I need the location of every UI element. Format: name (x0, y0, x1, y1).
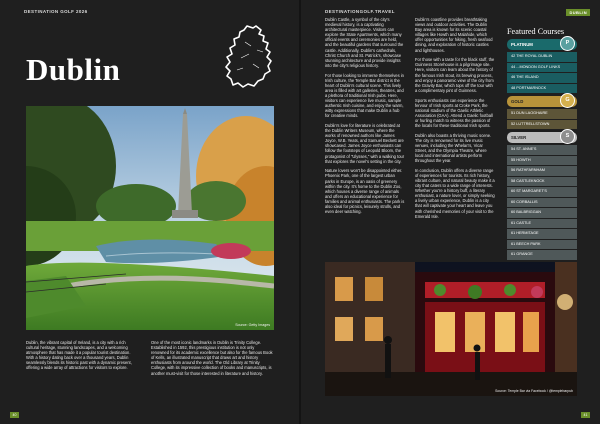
intro-column-1 (26, 340, 139, 375)
photo-credit: Source: Getty Images (235, 323, 270, 327)
paragraph: Dublin's coastline provides breathtaking views and outdoor activities. The Dublin Bay area is known for its scenic coastal villages like Howth and Malahide, which offer opportunities for hiking, fresh seafood dining, and exploration of historic castles and lighthouses. (415, 17, 493, 53)
page-number-right: 41 (581, 412, 590, 418)
course-item: 60 ST MARGARET'S (507, 187, 577, 197)
course-item: 52 LUTTRELLSTOWN (507, 120, 577, 130)
ireland-map-icon (223, 24, 279, 90)
paragraph: For those with a taste for the black stuff, the Guinness Storehouse is a pilgrimage site. Here, visitors can learn about the history of the famous Irish stout, its brewing process, and enjoy a panoramic view of the city from the Gravity Bar, which tops off the tour with a complimentary pint of Guinness. (415, 57, 495, 93)
course-item: 60 BALBRIGGAN (507, 208, 577, 218)
article-column-2 (415, 17, 495, 223)
course-item: 46 THE ISLAND (507, 73, 577, 83)
page-number-left: 40 (10, 412, 19, 418)
article-column-1 (325, 17, 405, 219)
page-title: Dublin (26, 52, 121, 87)
park-obelisk-photo (26, 106, 274, 330)
temple-bar-photo (325, 262, 577, 396)
paragraph: Dublin's love for literature is celebrated at the Dublin Writers Museum, where the works of renowned authors like James Joyce, W.B. Yeats, and Samuel Beckett are showcased. James Joyce enthusiasts can follow the footsteps of Leopold Bloom, the protagonist of "Ulysses," with a walking tour that explores the novel's setting in the city. (325, 122, 405, 164)
course-item: 44 ...MONDON GOLF LINKS (507, 63, 577, 73)
intro-column-2 (151, 340, 273, 380)
course-item: 61 HERMITAGE (507, 229, 577, 239)
gold-medal-icon: G (560, 93, 575, 108)
paragraph: Dublin, the vibrant capital of Ireland, is a city with a rich cultural heritage, stunning landscapes, and a welcoming atmosphere that has made it a popular tourist destination. With a history dating back over a thousand years, Dublin seamlessly blends its historic past with a dynamic present, offering a wide array of attractions for visitors to explore. (26, 340, 132, 371)
paragraph: Dublin also boasts a thriving music scene. The city is renowned for its live music venues, including the Whelan's, Vicar Street, and the Olympia Theatre, where local and international artists perform throughout the year. (415, 132, 492, 164)
tier-label: PLATINUM (511, 42, 533, 47)
tier-label: SILVER (511, 135, 527, 140)
course-item: 54 ST. ANNE'S (507, 145, 577, 155)
paragraph: Dublin Castle, a symbol of the city's medieval history, is a captivating architectural masterpiece. Visitors can explore the State Apartments, which many official events and ceremonies are held, and the beautiful gardens that surround the castle. Additionally, Dublin's cathedrals, Christ Church and St. Patrick's, showcase stunning architecture and provide insights into the city's religious history. (325, 17, 404, 68)
silver-medal-icon: S (560, 129, 575, 144)
running-header-right: DESTINATIONGOLF.TRAVEL (325, 9, 395, 14)
paragraph: One of the most iconic landmarks in Dublin is Trinity College. Established in 1592, this prestigious institution is not only renowned for its academic excellence but also for the famous Book of Kells, an illustrated manuscript that draws art and history enthusiasts from around the world. The Old Library at Trinity College, with its impressive collection of books and manuscripts, is another must-visit for those interested in literature and history. (151, 340, 273, 376)
photo-credit: Source: Temple Bar via Facebook / @templebarpub (495, 389, 573, 393)
course-item: 51 DUN LAOGHAIRE (507, 109, 577, 119)
course-item: 56 RATHFARNHAM (507, 166, 577, 176)
tier-label: GOLD (511, 99, 524, 104)
featured-courses-sidebar (507, 27, 577, 261)
tier-platinum (507, 39, 577, 50)
running-header-left: DESTINATION GOLF 2026 (24, 9, 88, 14)
tier-gold (507, 96, 577, 107)
course-item: 61 CASTLE (507, 219, 577, 229)
course-item: 58 CASTLEKNOCK (507, 177, 577, 187)
tier-silver (507, 132, 577, 143)
course-item: 60 CORBALLIS (507, 198, 577, 208)
paragraph: For those looking to immerse themselves in Irish culture, the Temple Bar district is the heart of Dublin's cultural scene. This lively area is filled with art galleries, theatres, and a plethora of traditional Irish pubs. Here, visitors can experience live music, sample authentic Irish cuisine, and enjoy the warm, witty expressions that make Dublin a hub for creative minds. (325, 72, 404, 119)
left-page (0, 0, 299, 424)
right-page (301, 0, 600, 424)
course-item: 61 GRANGE (507, 250, 577, 260)
course-item: 55 HOWTH (507, 156, 577, 166)
platinum-medal-icon: P (560, 36, 575, 51)
course-item: 42 THE ROYAL DUBLIN (507, 52, 577, 62)
sidebar-title: Featured Courses (507, 27, 565, 36)
paragraph: Nature lovers won't be disappointed either. Phoenix Park, one of the largest urban parks in Europe, is an oasis of greenery within the city. It's home to the Dublin Zoo, which houses a diverse range of animals and offers an educational experience for families and animal enthusiasts. The park is also ideal for picnics, leisurely strolls, and even deer watching. (325, 168, 405, 215)
course-item: 61 BEECH PARK (507, 240, 577, 250)
paragraph: Sports enthusiasts can experience the fervour of Irish sports at Croke Park, the national stadium of the Gaelic Athletic Association (GAA). Attend a Gaelic football or hurling match to witness the passion of the locals for these traditional Irish sports. (415, 97, 493, 128)
paragraph: In conclusion, Dublin offers a diverse range of experiences for tourists. Its rich history, vibrant culture, and natural beauty make it a city that caters to a wide range of interests. Whether you're a history buff, a literary enthusiast, a nature lover, or simply seeking a lively urban experience, Dublin is a city that will captivate your heart and leave you with cherished memories of your visit to the Emerald Isle. (415, 167, 495, 219)
section-tab: DUBLIN (566, 9, 590, 16)
course-item: 48 PORTMARNOCK (507, 84, 577, 94)
